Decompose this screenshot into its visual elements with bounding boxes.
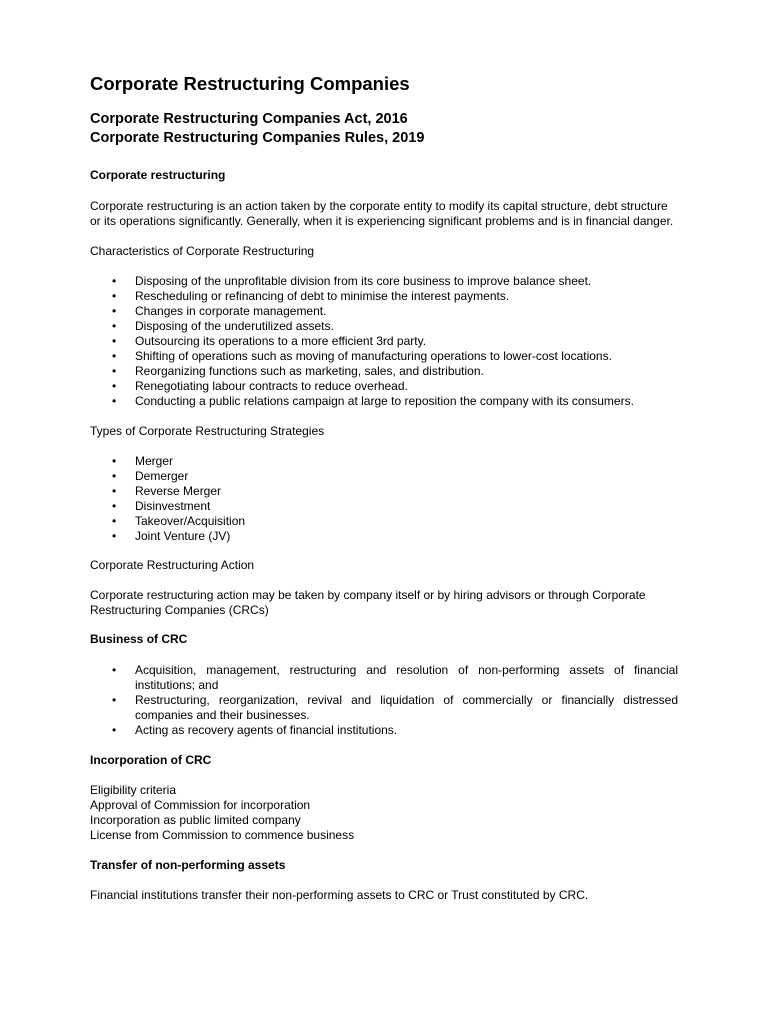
list-item: • Reorganizing functions such as marketing, sales, and distribution.	[90, 364, 678, 379]
list-item: • Disposing of the underutilized assets.	[90, 319, 678, 334]
list-item: • Demerger	[90, 469, 678, 484]
incorporation-line: Approval of Commission for incorporation	[90, 798, 311, 812]
list-item: • Acquisition, management, restructuring and resolution of non-performing assets of financial institutions; and	[90, 663, 678, 693]
list-item: • Restructuring, reorganization, revival and liquidation of commercially or financially distressed companies and their businesses.	[90, 693, 678, 723]
heading-corporate-restructuring: Corporate restructuring	[90, 168, 226, 182]
heading-business-of-crc: Business of CRC	[90, 632, 188, 646]
heading-characteristics: Characteristics of Corporate Restructuring	[90, 244, 315, 258]
list-item: • Renegotiating labour contracts to reduce overhead.	[90, 379, 678, 394]
list-item: • Reverse Merger	[90, 484, 678, 499]
list-item: • Acting as recovery agents of financial institutions.	[90, 723, 678, 738]
heading-transfer: Transfer of non-performing assets	[90, 858, 286, 872]
list-item: • Disposing of the unprofitable division from its core business to improve balance sheet.	[90, 274, 678, 289]
incorporation-line: License from Commission to commence business	[90, 828, 355, 842]
list-characteristics	[90, 274, 678, 409]
subtitle-block	[90, 110, 678, 148]
document-page	[90, 72, 678, 903]
list-item: • Merger	[90, 454, 678, 469]
subtitle-act: Corporate Restructuring Companies Act, 2016	[90, 111, 408, 127]
heading-action: Corporate Restructuring Action	[90, 558, 255, 572]
paragraph-corporate-restructuring: Corporate restructuring is an action taken by the corporate entity to modify its capital structure, debt structure or its operations significantly. Generally, when it is experiencing significant problems and is in financial danger.	[90, 199, 674, 228]
paragraph-transfer: Financial institutions transfer their non-performing assets to CRC or Trust constituted by CRC.	[90, 888, 589, 902]
list-item: • Rescheduling or refinancing of debt to minimise the interest payments.	[90, 289, 678, 304]
list-item: • Takeover/Acquisition	[90, 514, 678, 529]
list-item: • Disinvestment	[90, 499, 678, 514]
incorporation-line: Eligibility criteria	[90, 783, 177, 797]
heading-incorporation: Incorporation of CRC	[90, 753, 212, 767]
incorporation-line: Incorporation as public limited company	[90, 813, 301, 827]
list-item: • Changes in corporate management.	[90, 304, 678, 319]
list-business-of-crc	[90, 663, 678, 738]
list-types	[90, 454, 678, 544]
incorporation-lines	[90, 783, 678, 843]
subtitle-rules: Corporate Restructuring Companies Rules, 2019	[90, 130, 425, 146]
document-title: Corporate Restructuring Companies	[90, 73, 410, 94]
list-item: • Joint Venture (JV)	[90, 529, 678, 544]
paragraph-action: Corporate restructuring action may be taken by company itself or by hiring advisors or through Corporate Restructuring Companies (CRCs)	[90, 588, 646, 617]
list-item: • Conducting a public relations campaign at large to reposition the company with its consumers.	[90, 394, 678, 409]
list-item: • Shifting of operations such as moving of manufacturing operations to lower-cost locations.	[90, 349, 678, 364]
list-item: • Outsourcing its operations to a more efficient 3rd party.	[90, 334, 678, 349]
heading-types: Types of Corporate Restructuring Strategies	[90, 424, 325, 438]
